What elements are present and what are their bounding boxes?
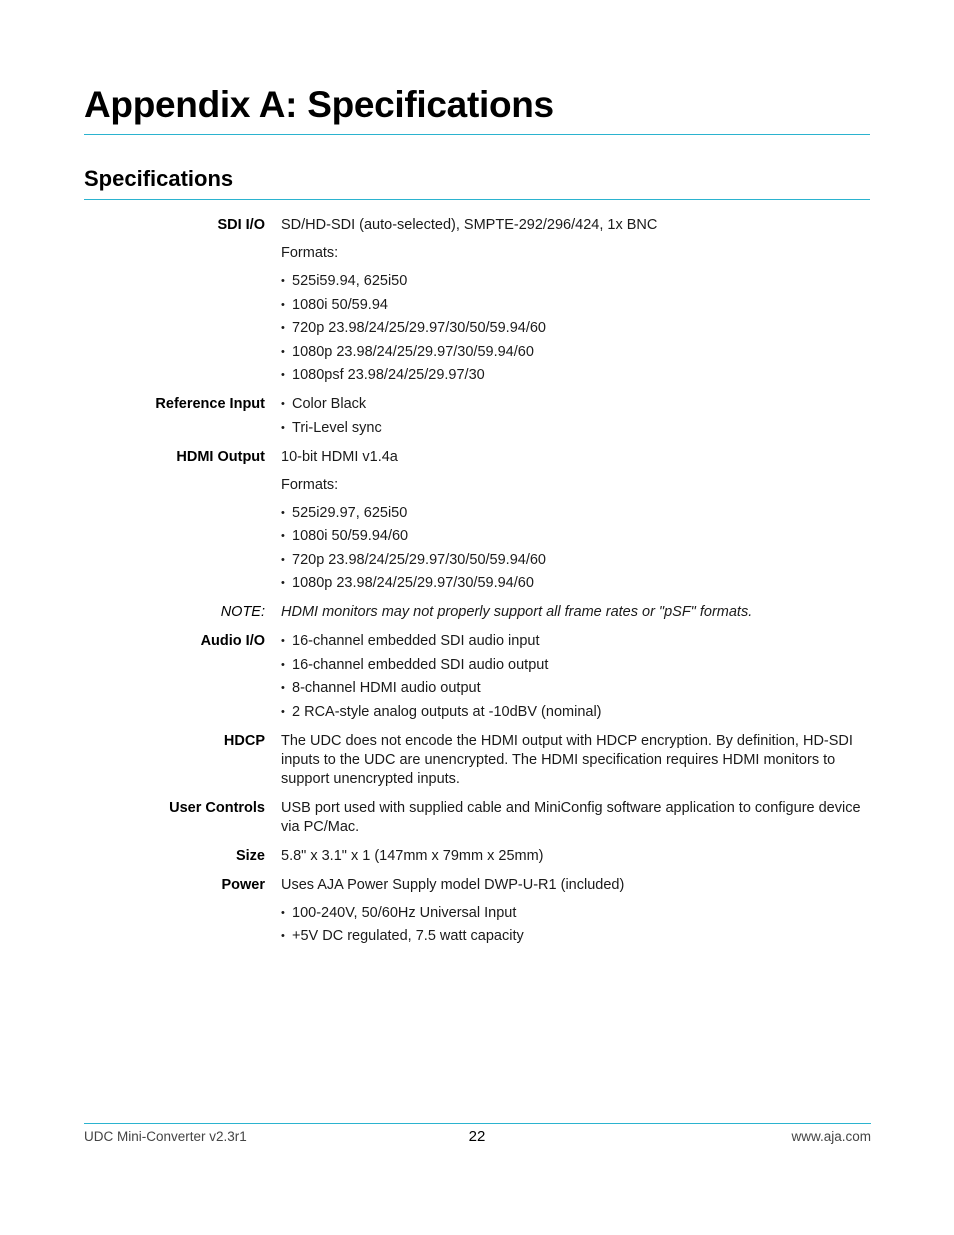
footer-product: UDC Mini-Converter v2.3r1 bbox=[84, 1129, 247, 1144]
bullet-item: • 2 RCA-style analog outputs at -10dBV (nominal) bbox=[281, 703, 870, 722]
spec-label: SDI I/O bbox=[217, 217, 265, 233]
section-title: Specifications bbox=[84, 166, 234, 191]
spec-paragraph: 5.8" x 3.1" x 1 (147mm x 79mm x 25mm) bbox=[281, 847, 544, 864]
bullet-item: • 16-channel embedded SDI audio output bbox=[281, 656, 870, 675]
note-text: HDMI monitors may not properly support all frame rates or "pSF" formats. bbox=[281, 604, 753, 620]
bullet-item: • 1080p 23.98/24/25/29.97/30/59.94/60 bbox=[281, 574, 870, 593]
spec-value bbox=[281, 876, 870, 947]
spec-value bbox=[281, 847, 870, 866]
spec-label: HDCP bbox=[223, 732, 265, 749]
spec-paragraph: USB port used with supplied cable and MiniConfig software application to configure device via PC/Mac. bbox=[281, 799, 861, 835]
bullet-item: • 720p 23.98/24/25/29.97/30/50/59.94/60 bbox=[281, 551, 870, 570]
bullet-list bbox=[281, 504, 870, 594]
bullet-list bbox=[281, 395, 870, 438]
spec-value bbox=[281, 632, 870, 722]
spec-label: Power bbox=[221, 876, 265, 893]
spec-paragraph: The UDC does not encode the HDMI output with HDCP encryption. By definition, HD-SDI inputs to the UDC are unencrypted. The HDMI specification requires HDMI monitors to support unencrypted inputs. bbox=[281, 732, 853, 787]
spec-row bbox=[84, 847, 870, 866]
spec-row bbox=[84, 448, 870, 594]
footer-website: www.aja.com bbox=[791, 1129, 871, 1144]
bullet-item: • 1080p 23.98/24/25/29.97/30/59.94/60 bbox=[281, 343, 870, 362]
spec-row bbox=[84, 732, 870, 789]
spec-value bbox=[281, 732, 870, 789]
spec-value bbox=[281, 448, 870, 594]
note-label: NOTE: bbox=[220, 604, 265, 620]
bullet-item: • Tri-Level sync bbox=[281, 419, 870, 438]
spec-value bbox=[281, 799, 870, 837]
title-divider bbox=[84, 134, 870, 135]
spec-row bbox=[84, 799, 870, 837]
spec-label: User Controls bbox=[169, 799, 265, 816]
bullet-list bbox=[281, 272, 870, 385]
spec-label: Audio I/O bbox=[200, 633, 265, 649]
spec-row bbox=[84, 216, 870, 385]
spec-value bbox=[281, 603, 870, 622]
bullet-item: • Color Black bbox=[281, 395, 870, 414]
spec-list bbox=[84, 216, 870, 956]
spec-row bbox=[84, 632, 870, 722]
bullet-item: • 525i59.94, 625i50 bbox=[281, 272, 870, 291]
spec-paragraph: Formats: bbox=[281, 245, 339, 261]
bullet-list bbox=[281, 904, 870, 947]
spec-paragraph: Formats: bbox=[281, 476, 339, 493]
bullet-item: • 16-channel embedded SDI audio input bbox=[281, 632, 870, 651]
spec-paragraph: Uses AJA Power Supply model DWP-U-R1 (included) bbox=[281, 876, 625, 893]
bullet-item: • 720p 23.98/24/25/29.97/30/50/59.94/60 bbox=[281, 319, 870, 338]
bullet-list bbox=[281, 632, 870, 722]
page-number: 22 bbox=[468, 1128, 486, 1145]
spec-row bbox=[84, 395, 870, 438]
spec-label: HDMI Output bbox=[176, 448, 265, 465]
spec-paragraph: 10-bit HDMI v1.4a bbox=[281, 448, 398, 465]
bullet-item: • 1080i 50/59.94 bbox=[281, 296, 870, 315]
bullet-item: • 100-240V, 50/60Hz Universal Input bbox=[281, 904, 870, 923]
bullet-item: • 1080i 50/59.94/60 bbox=[281, 527, 870, 546]
bullet-item: • 1080psf 23.98/24/25/29.97/30 bbox=[281, 366, 870, 385]
bullet-item: • 8-channel HDMI audio output bbox=[281, 679, 870, 698]
section-divider bbox=[84, 199, 870, 200]
bullet-item: • 525i29.97, 625i50 bbox=[281, 504, 870, 523]
footer-divider bbox=[84, 1123, 871, 1124]
spec-row bbox=[84, 603, 870, 622]
page-title: Appendix A: Specifications bbox=[84, 84, 554, 125]
spec-value bbox=[281, 216, 870, 385]
spec-value bbox=[281, 395, 870, 438]
spec-row bbox=[84, 876, 870, 947]
spec-label: Size bbox=[235, 847, 265, 864]
bullet-item: • +5V DC regulated, 7.5 watt capacity bbox=[281, 927, 870, 946]
spec-label: Reference Input bbox=[155, 396, 265, 412]
spec-paragraph: SD/HD-SDI (auto-selected), SMPTE-292/296/424, 1x BNC bbox=[281, 217, 658, 233]
